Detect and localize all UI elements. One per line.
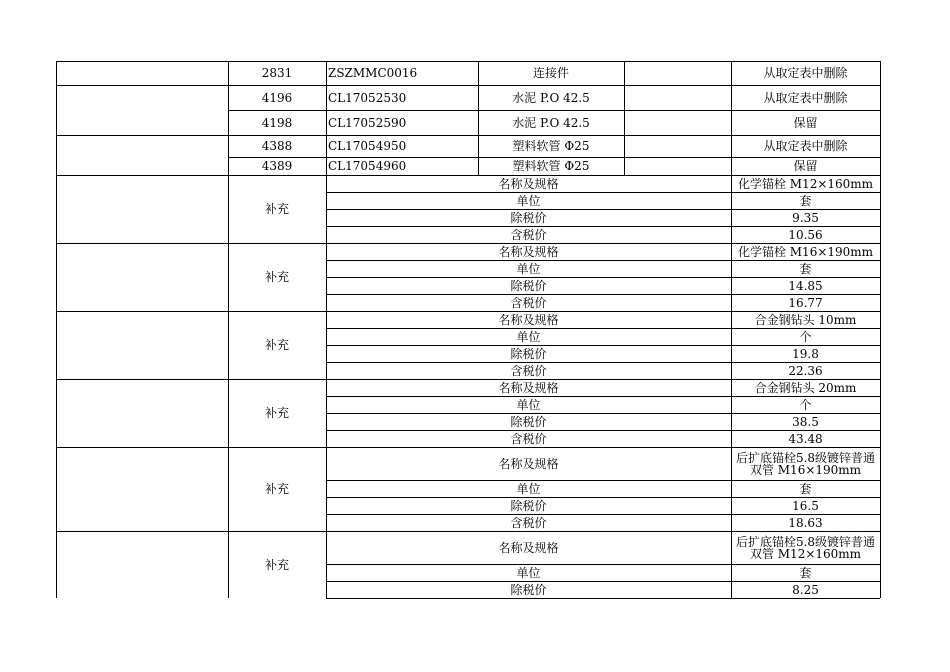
grid-line — [326, 294, 880, 295]
grid-line — [228, 61, 229, 598]
field-label-unit: 单位 — [516, 481, 541, 496]
material-name: 连接件 — [532, 66, 569, 80]
material-code: CL17054960 — [328, 159, 407, 173]
grid-line — [880, 243, 881, 311]
material-name: 塑料软管 Φ25 — [512, 159, 590, 173]
grid-line — [624, 61, 625, 175]
field-value-with-tax: 10.56 — [788, 227, 823, 242]
field-label-spec: 名称及规格 — [498, 540, 559, 555]
field-label-spec: 名称及规格 — [498, 380, 559, 395]
supplement-tag: 补充 — [264, 406, 289, 420]
supplement-tag: 补充 — [264, 338, 289, 352]
field-value-spec: 化学锚栓 M16×190mm — [737, 244, 874, 259]
grid-line — [326, 531, 327, 598]
row-number: 4389 — [261, 159, 293, 173]
grid-line — [880, 531, 881, 598]
field-label-pre-tax: 除税价 — [510, 414, 547, 429]
field-label-spec: 名称及规格 — [498, 456, 559, 471]
grid-line — [326, 497, 880, 498]
field-value-pre-tax: 38.5 — [792, 414, 819, 429]
grid-line — [731, 61, 732, 175]
grid-line — [880, 447, 881, 531]
action-text: 从取定表中删除 — [763, 90, 848, 105]
field-value-with-tax: 43.48 — [788, 431, 823, 446]
material-name: 塑料软管 Φ25 — [512, 139, 590, 153]
grid-line — [326, 328, 880, 329]
field-label-spec: 名称及规格 — [498, 312, 559, 327]
supplement-tag: 补充 — [264, 482, 289, 496]
field-value-pre-tax: 9.35 — [792, 210, 819, 225]
grid-line — [731, 379, 732, 447]
supplement-tag: 补充 — [264, 270, 289, 284]
grid-line — [326, 311, 327, 379]
material-name: 水泥 P.O 42.5 — [512, 90, 590, 105]
grid-line — [326, 61, 327, 175]
field-label-unit: 单位 — [516, 261, 541, 276]
material-code: ZSZMMC0016 — [328, 66, 418, 80]
material-code: CL17052590 — [328, 115, 407, 130]
field-label-spec: 名称及规格 — [498, 244, 559, 259]
field-label-with-tax: 含税价 — [510, 295, 547, 310]
field-label-spec: 名称及规格 — [498, 176, 559, 191]
field-value-spec: 后扩底锚栓5.8级镀锌普通双管 M12×160mm — [735, 534, 876, 561]
grid-line — [731, 447, 732, 531]
row-number: 4196 — [261, 90, 293, 105]
grid-line — [326, 175, 327, 243]
grid-line — [326, 480, 880, 481]
grid-line — [880, 379, 881, 447]
grid-line — [731, 531, 732, 598]
field-label-with-tax: 含税价 — [510, 227, 547, 242]
grid-line — [326, 413, 880, 414]
field-value-spec: 后扩底锚栓5.8级镀锌普通双管 M16×190mm — [735, 450, 876, 477]
grid-line — [880, 311, 881, 379]
row-number: 4198 — [261, 115, 293, 130]
grid-line — [326, 243, 327, 311]
grid-line — [326, 430, 880, 431]
material-code: CL17052530 — [328, 90, 407, 105]
grid-line — [880, 61, 881, 175]
field-value-pre-tax: 8.25 — [792, 582, 819, 597]
grid-line — [880, 175, 881, 243]
material-code: CL17054950 — [328, 139, 407, 153]
field-label-pre-tax: 除税价 — [510, 582, 547, 597]
field-value-unit: 套 — [799, 481, 812, 496]
grid-line — [326, 514, 880, 515]
field-label-pre-tax: 除税价 — [510, 346, 547, 361]
field-label-pre-tax: 除税价 — [510, 210, 547, 225]
grid-line — [56, 135, 880, 136]
field-label-unit: 单位 — [516, 193, 541, 208]
field-value-unit: 套 — [799, 565, 812, 580]
field-label-unit: 单位 — [516, 565, 541, 580]
field-value-spec: 合金钢钻头 20mm — [754, 380, 857, 395]
field-value-spec: 化学锚栓 M12×160mm — [737, 176, 874, 191]
supplement-tag: 补充 — [264, 557, 289, 572]
grid-line — [731, 311, 732, 379]
grid-line — [326, 581, 880, 582]
field-label-with-tax: 含税价 — [510, 363, 547, 378]
grid-line — [478, 61, 479, 175]
field-value-pre-tax: 19.8 — [792, 346, 819, 361]
field-label-pre-tax: 除税价 — [510, 278, 547, 293]
grid-line — [326, 345, 880, 346]
field-value-unit: 套 — [799, 261, 812, 276]
grid-line — [326, 260, 880, 261]
field-value-spec: 合金钢钻头 10mm — [754, 312, 857, 327]
grid-line — [731, 175, 732, 243]
grid-line — [326, 447, 327, 531]
field-label-pre-tax: 除税价 — [510, 498, 547, 513]
grid-line — [326, 564, 880, 565]
field-value-with-tax: 18.63 — [788, 515, 823, 530]
action-text: 从取定表中删除 — [763, 66, 848, 80]
grid-line — [326, 598, 880, 599]
action-text: 保留 — [793, 115, 818, 130]
supplement-tag: 补充 — [264, 202, 289, 216]
field-label-with-tax: 含税价 — [510, 515, 547, 530]
grid-line — [731, 243, 732, 311]
grid-line — [326, 209, 880, 210]
grid-line — [326, 379, 327, 447]
grid-line — [326, 226, 880, 227]
field-label-with-tax: 含税价 — [510, 431, 547, 446]
field-value-with-tax: 22.36 — [788, 363, 823, 378]
material-name: 水泥 P.O 42.5 — [512, 115, 590, 130]
grid-line — [56, 61, 57, 598]
field-value-with-tax: 16.77 — [788, 295, 823, 310]
field-value-unit: 个 — [799, 329, 812, 344]
field-value-pre-tax: 16.5 — [792, 498, 819, 513]
grid-line — [326, 192, 880, 193]
field-label-unit: 单位 — [516, 397, 541, 412]
grid-line — [326, 362, 880, 363]
row-number: 2831 — [261, 66, 293, 80]
field-label-unit: 单位 — [516, 329, 541, 344]
grid-line — [326, 277, 880, 278]
field-value-unit: 个 — [799, 397, 812, 412]
grid-line — [56, 85, 880, 86]
field-value-pre-tax: 14.85 — [788, 278, 823, 293]
action-text: 从取定表中删除 — [763, 139, 848, 153]
row-number: 4388 — [261, 139, 293, 153]
field-value-unit: 套 — [799, 193, 812, 208]
grid-line — [326, 396, 880, 397]
action-text: 保留 — [793, 159, 818, 173]
